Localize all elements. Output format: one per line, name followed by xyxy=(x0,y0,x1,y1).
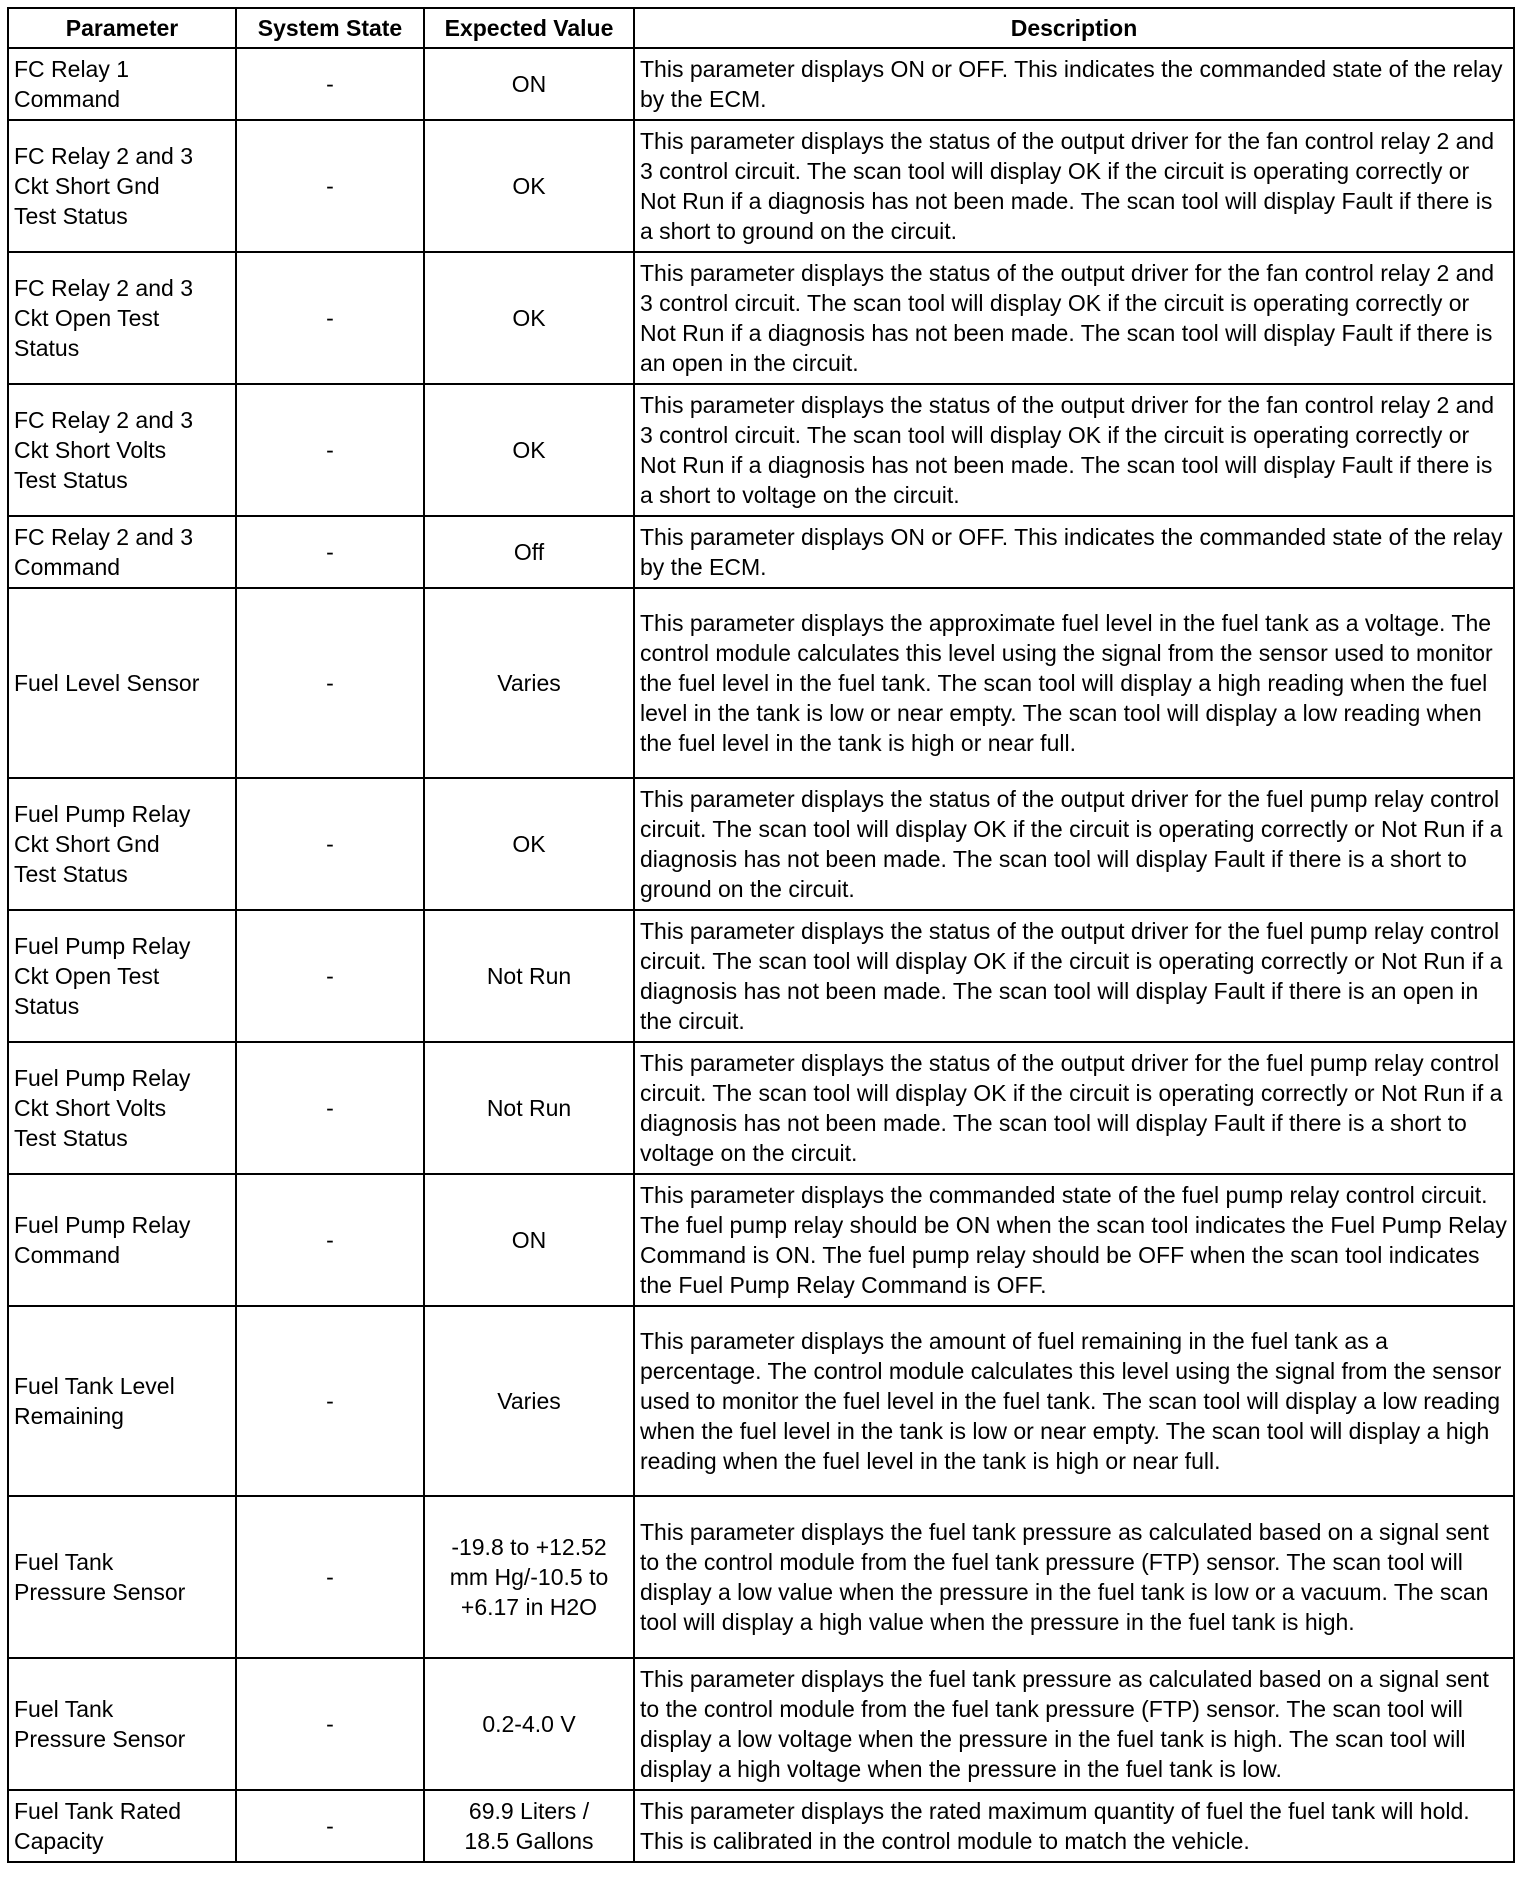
cell-expected-value: OK xyxy=(424,384,634,516)
cell-description: This parameter displays the fuel tank pressure as calculated based on a signal sent to the control module from the fuel tank pressure (FTP) sensor. The scan tool will display a low value when the pressure in the fuel tank is low or a vacuum. The scan tool will display a high value when the pressure in the fuel tank is high. xyxy=(634,1496,1514,1658)
cell-system-state: - xyxy=(236,516,424,588)
header-row xyxy=(8,8,1514,48)
cell-system-state: - xyxy=(236,1496,424,1658)
table-row xyxy=(8,516,1514,588)
cell-parameter: Fuel Pump Relay Ckt Open Test Status xyxy=(8,910,236,1042)
cell-system-state: - xyxy=(236,48,424,120)
cell-expected-value: Not Run xyxy=(424,1042,634,1174)
table-row xyxy=(8,1496,1514,1658)
cell-parameter: FC Relay 1 Command xyxy=(8,48,236,120)
cell-system-state: - xyxy=(236,1790,424,1862)
cell-description: This parameter displays the amount of fuel remaining in the fuel tank as a percentage. The control module calculates this level using the signal from the sensor used to monitor the fuel level in the fuel tank. The scan tool will display a low reading when the fuel level in the tank is low or near empty. The scan tool will display a high reading when the fuel level in the tank is high or near full. xyxy=(634,1306,1514,1496)
header-description: Description xyxy=(634,8,1514,48)
cell-description: This parameter displays the status of the output driver for the fan control relay 2 and 3 control circuit. The scan tool will display OK if the circuit is operating correctly or Not Run if a diagnosis has not been made. The scan tool will display Fault if there is a short to voltage on the circuit. xyxy=(634,384,1514,516)
cell-description: This parameter displays the commanded state of the fuel pump relay control circuit. The fuel pump relay should be ON when the scan tool indicates the Fuel Pump Relay Command is ON. The fuel pump relay should be OFF when the scan tool indicates the Fuel Pump Relay Command is OFF. xyxy=(634,1174,1514,1306)
cell-description: This parameter displays ON or OFF. This indicates the commanded state of the relay by the ECM. xyxy=(634,48,1514,120)
cell-description: This parameter displays the fuel tank pressure as calculated based on a signal sent to the control module from the fuel tank pressure (FTP) sensor. The scan tool will display a low voltage when the pressure in the fuel tank is high. The scan tool will display a high voltage when the pressure in the fuel tank is low. xyxy=(634,1658,1514,1790)
table-row xyxy=(8,778,1514,910)
cell-expected-value: Varies xyxy=(424,588,634,778)
table-row xyxy=(8,1790,1514,1862)
table-body xyxy=(8,48,1514,1862)
table-row xyxy=(8,48,1514,120)
cell-expected-value: Off xyxy=(424,516,634,588)
cell-expected-value: OK xyxy=(424,252,634,384)
cell-parameter: FC Relay 2 and 3 Ckt Short Gnd Test Status xyxy=(8,120,236,252)
cell-expected-value: OK xyxy=(424,120,634,252)
table-row xyxy=(8,1306,1514,1496)
header-expected-value: Expected Value xyxy=(424,8,634,48)
cell-system-state: - xyxy=(236,252,424,384)
table-row xyxy=(8,252,1514,384)
cell-parameter: FC Relay 2 and 3 Ckt Open Test Status xyxy=(8,252,236,384)
cell-description: This parameter displays the status of the output driver for the fan control relay 2 and 3 control circuit. The scan tool will display OK if the circuit is operating correctly or Not Run if a diagnosis has not been made. The scan tool will display Fault if there is a short to ground on the circuit. xyxy=(634,120,1514,252)
table-row xyxy=(8,1658,1514,1790)
cell-expected-value: ON xyxy=(424,48,634,120)
cell-system-state: - xyxy=(236,1306,424,1496)
cell-expected-value: 69.9 Liters / 18.5 Gallons xyxy=(424,1790,634,1862)
cell-system-state: - xyxy=(236,588,424,778)
cell-parameter: Fuel Pump Relay Command xyxy=(8,1174,236,1306)
cell-system-state: - xyxy=(236,1174,424,1306)
cell-system-state: - xyxy=(236,384,424,516)
cell-description: This parameter displays the approximate fuel level in the fuel tank as a voltage. The control module calculates this level using the signal from the sensor used to monitor the fuel level in the fuel tank. The scan tool will display a high reading when the fuel level in the tank is low or near empty. The scan tool will display a low reading when the fuel level in the tank is high or near full. xyxy=(634,588,1514,778)
cell-parameter: Fuel Tank Pressure Sensor xyxy=(8,1658,236,1790)
table-row xyxy=(8,910,1514,1042)
table-row xyxy=(8,1042,1514,1174)
cell-parameter: Fuel Tank Rated Capacity xyxy=(8,1790,236,1862)
cell-description: This parameter displays the status of the output driver for the fuel pump relay control circuit. The scan tool will display OK if the circuit is operating correctly or Not Run if a diagnosis has not been made. The scan tool will display Fault if there is a short to ground on the circuit. xyxy=(634,778,1514,910)
parameter-table xyxy=(7,7,1515,1863)
table-row xyxy=(8,384,1514,516)
cell-system-state: - xyxy=(236,910,424,1042)
table-header xyxy=(8,8,1514,48)
header-system-state: System State xyxy=(236,8,424,48)
cell-parameter: FC Relay 2 and 3 Ckt Short Volts Test Status xyxy=(8,384,236,516)
cell-system-state: - xyxy=(236,120,424,252)
header-parameter: Parameter xyxy=(8,8,236,48)
cell-parameter: Fuel Pump Relay Ckt Short Volts Test Status xyxy=(8,1042,236,1174)
cell-description: This parameter displays the status of the output driver for the fuel pump relay control circuit. The scan tool will display OK if the circuit is operating correctly or Not Run if a diagnosis has not been made. The scan tool will display Fault if there is a short to voltage on the circuit. xyxy=(634,1042,1514,1174)
cell-expected-value: OK xyxy=(424,778,634,910)
cell-parameter: Fuel Level Sensor xyxy=(8,588,236,778)
cell-parameter: Fuel Pump Relay Ckt Short Gnd Test Status xyxy=(8,778,236,910)
cell-parameter: Fuel Tank Pressure Sensor xyxy=(8,1496,236,1658)
table-row xyxy=(8,120,1514,252)
cell-parameter: FC Relay 2 and 3 Command xyxy=(8,516,236,588)
cell-system-state: - xyxy=(236,1042,424,1174)
cell-expected-value: 0.2-4.0 V xyxy=(424,1658,634,1790)
cell-system-state: - xyxy=(236,778,424,910)
table-row xyxy=(8,1174,1514,1306)
cell-expected-value: ON xyxy=(424,1174,634,1306)
cell-expected-value: -19.8 to +12.52 mm Hg/-10.5 to +6.17 in H2O xyxy=(424,1496,634,1658)
cell-description: This parameter displays the rated maximum quantity of fuel the fuel tank will hold. This is calibrated in the control module to match the vehicle. xyxy=(634,1790,1514,1862)
cell-description: This parameter displays the status of the output driver for the fuel pump relay control circuit. The scan tool will display OK if the circuit is operating correctly or Not Run if a diagnosis has not been made. The scan tool will display Fault if there is an open in the circuit. xyxy=(634,910,1514,1042)
cell-parameter: Fuel Tank Level Remaining xyxy=(8,1306,236,1496)
cell-expected-value: Not Run xyxy=(424,910,634,1042)
cell-description: This parameter displays ON or OFF. This indicates the commanded state of the relay by the ECM. xyxy=(634,516,1514,588)
cell-expected-value: Varies xyxy=(424,1306,634,1496)
cell-description: This parameter displays the status of the output driver for the fan control relay 2 and 3 control circuit. The scan tool will display OK if the circuit is operating correctly or Not Run if a diagnosis has not been made. The scan tool will display Fault if there is an open in the circuit. xyxy=(634,252,1514,384)
table-row xyxy=(8,588,1514,778)
cell-system-state: - xyxy=(236,1658,424,1790)
